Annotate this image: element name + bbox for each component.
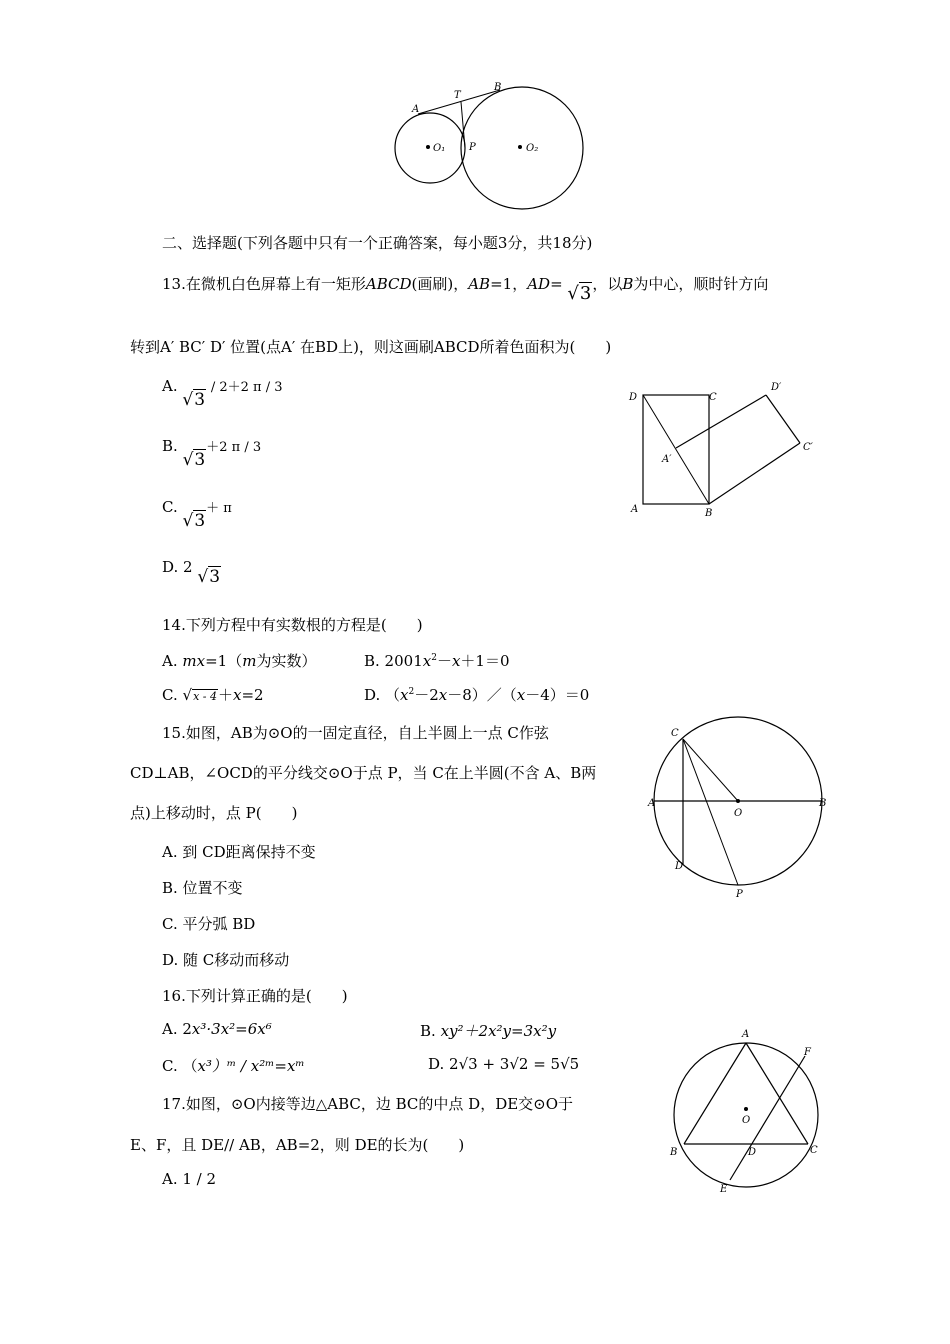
q15-line1: 15.如图，AB为⊙O的一固定直径，自上半圆上一点 C作弦 bbox=[162, 724, 549, 742]
q13-option-c bbox=[162, 496, 232, 531]
q14-optd-label: D. （ bbox=[364, 686, 401, 704]
q13-optb-radicand: 3 bbox=[194, 450, 206, 470]
q15-fig-label-a: A bbox=[648, 798, 656, 809]
q15-figure bbox=[645, 712, 845, 900]
q14-optd-rest: －2 bbox=[414, 686, 439, 704]
q13-suffix1: ，以 bbox=[592, 275, 623, 293]
q13-option-b bbox=[162, 435, 262, 470]
q13-abcd: ABCD bbox=[365, 275, 412, 293]
q13-optd-radicand: 3 bbox=[209, 567, 221, 587]
q14-optd-mid: －8）／（ bbox=[447, 686, 517, 704]
q13-opta-tail: / 2＋2 π / 3 bbox=[210, 380, 283, 395]
q14-optd-x2: x bbox=[438, 686, 448, 704]
q14-optb-sup: 2 bbox=[431, 653, 437, 663]
q17-fig-label-o: O bbox=[742, 1115, 751, 1126]
q14-optb-label: B. 2001 bbox=[364, 652, 423, 670]
q13-fig-label-c1: C′ bbox=[803, 442, 813, 453]
q13-opta-label: A. bbox=[162, 377, 178, 395]
q16-stem: 16.下列计算正确的是( ) bbox=[162, 987, 348, 1005]
q16-optc-label: C. （ bbox=[162, 1057, 198, 1075]
q14-opta-end: 为实数） bbox=[256, 652, 317, 670]
q15-fig-label-p: P bbox=[736, 889, 743, 900]
q15-option-c: C. 平分弧 BD bbox=[162, 915, 256, 933]
q15-option-a: A. 到 CD距离保持不变 bbox=[162, 843, 316, 861]
q17-fig-label-d: D bbox=[748, 1147, 757, 1158]
q13-optb-sqrt: √3 bbox=[182, 450, 206, 470]
fig12-label-o2: O₂ bbox=[526, 143, 539, 154]
q13-ad: AD bbox=[527, 275, 551, 293]
q14-optb-x: x bbox=[422, 652, 432, 670]
q13-optc-tail: ＋ π bbox=[206, 501, 232, 516]
q13-figure bbox=[625, 380, 825, 520]
q15-option-d: D. 随 C移动而移动 bbox=[162, 951, 290, 969]
q17-fig-label-b: B bbox=[670, 1147, 678, 1158]
q13-prefix: 13.在微机白色屏幕上有一矩形 bbox=[162, 275, 366, 293]
q17-fig-label-f: F bbox=[804, 1047, 811, 1058]
q13-optc-label: C. bbox=[162, 498, 178, 516]
q13-fig-label-a1: A′ bbox=[662, 454, 672, 465]
q16-optb-label: B. bbox=[420, 1022, 436, 1040]
q14-opta-rest: =1（ bbox=[205, 652, 243, 670]
q13-eq1: =1， bbox=[490, 275, 528, 293]
q16-opta-expr: x³·3x²=6x⁶ bbox=[191, 1020, 272, 1038]
q16-optb-expr: xy²＋2x²y=3x²y bbox=[440, 1022, 557, 1040]
q17-figure bbox=[660, 1020, 860, 1200]
q13-fig-label-b: B bbox=[705, 508, 713, 519]
q17-fig-label-e: E bbox=[720, 1184, 728, 1195]
fig12-label-a: A bbox=[412, 104, 420, 115]
q16-optd-label: D. bbox=[428, 1055, 445, 1073]
q13-suffix2: 为中心，顺时针方向 bbox=[633, 275, 769, 293]
q13-b: B bbox=[622, 275, 634, 293]
q13-fig-label-c: C bbox=[709, 392, 717, 403]
q15-fig-label-c: C bbox=[671, 728, 679, 739]
q13-eq2: = bbox=[550, 275, 563, 293]
q14-option-a bbox=[162, 650, 316, 671]
q13-fig-label-d: D bbox=[629, 392, 638, 403]
q14-optd-x: x bbox=[400, 686, 409, 704]
q13-optb-label: B. bbox=[162, 437, 178, 455]
q14-optd-end: －4）＝0 bbox=[525, 686, 590, 704]
q13-optd-label: D. 2 bbox=[162, 558, 193, 576]
q14-optb-x2: x bbox=[451, 652, 461, 670]
q15-fig-label-o: O bbox=[734, 808, 743, 819]
q17-option-a: A. 1 / 2 bbox=[162, 1170, 217, 1188]
q14-optc-label: C. bbox=[162, 686, 178, 704]
q14-optc-sqrt: √x - 4 bbox=[182, 686, 217, 704]
q16-opta-label: A. 2 bbox=[162, 1020, 192, 1038]
q17-fig-label-c: C bbox=[810, 1145, 818, 1156]
q14-opta-mx: mx bbox=[182, 652, 206, 670]
q14-opta-m: m bbox=[242, 652, 257, 670]
q15-fig-label-d: D bbox=[675, 861, 684, 872]
q14-stem: 14.下列方程中有实数根的方程是( ) bbox=[162, 616, 423, 634]
q14-opta-label: A. bbox=[162, 652, 178, 670]
q15-line3: 点)上移动时，点 P( ) bbox=[130, 804, 298, 822]
q17-line1: 17.如图，⊙O内接等边△ABC，边 BC的中点 D，DE交⊙O于 bbox=[162, 1095, 574, 1113]
q14-optc-radicand: x - 4 bbox=[193, 690, 217, 703]
q17-line2: E、F，且 DE// AB，AB=2，则 DE的长为( ) bbox=[130, 1136, 465, 1154]
q14-option-b bbox=[364, 650, 510, 671]
q14-optc-x: x bbox=[233, 686, 242, 704]
q13-opta-sqrt: √3 bbox=[182, 390, 206, 410]
q14-optb-rest: － bbox=[436, 652, 452, 670]
q13-optc-sqrt: √3 bbox=[182, 511, 206, 531]
q13-option-d bbox=[162, 556, 221, 587]
q14-optc-rest: ＋ bbox=[217, 686, 233, 704]
q16-option-b bbox=[420, 1020, 556, 1041]
fig12-label-p: P bbox=[469, 142, 476, 153]
section-heading: 二、选择题(下列各题中只有一个正确答案，每小题3分，共18分) bbox=[162, 234, 593, 252]
q13-optb-tail: ＋2 π / 3 bbox=[206, 440, 262, 455]
q16-option-d bbox=[428, 1055, 579, 1073]
q14-optd-x3: x bbox=[516, 686, 526, 704]
q16-option-a bbox=[162, 1020, 272, 1038]
q13-sqrt: √3 bbox=[567, 283, 592, 304]
q14-option-d bbox=[364, 684, 589, 705]
q13-opta-radicand: 3 bbox=[194, 390, 206, 410]
q13-optd-sqrt: √3 bbox=[197, 567, 221, 587]
q16-optd-expr: 2√3 + 3√2 = 5√5 bbox=[449, 1055, 580, 1073]
q15-line2: CD⊥AB，∠OCD的平分线交⊙O于点 P，当 C在上半圆(不含 A、B两 bbox=[130, 764, 597, 782]
fig12-label-t: T bbox=[454, 90, 461, 101]
q15-option-b: B. 位置不变 bbox=[162, 879, 243, 897]
q13-fig-label-d1: D′ bbox=[771, 382, 782, 393]
q13-ab: AB bbox=[468, 275, 491, 293]
q14-option-c bbox=[162, 684, 264, 705]
q14-optd-sup: 2 bbox=[408, 687, 415, 697]
fig12-label-o1: O₁ bbox=[433, 143, 446, 154]
q13-sqrt-radicand: 3 bbox=[579, 283, 592, 304]
fig12-tangent-circles bbox=[388, 80, 588, 220]
q13-option-a bbox=[162, 375, 283, 410]
q13-optc-radicand: 3 bbox=[194, 511, 206, 531]
q14-optc-end: =2 bbox=[241, 686, 264, 704]
q13-line1 bbox=[162, 272, 769, 304]
q14-optb-end: ＋1＝0 bbox=[460, 652, 510, 670]
q16-optc-expr: x³）ᵐ / x²ᵐ=xᵐ bbox=[197, 1057, 305, 1075]
q15-fig-label-b: B bbox=[819, 798, 827, 809]
q13-line2: 转到A′ BC′ D′ 位置(点A′ 在BD上)，则这画刷ABCD所着色面积为( ) bbox=[130, 338, 612, 356]
q13-mid: (画刷)， bbox=[411, 275, 469, 293]
q17-fig-label-a: A bbox=[742, 1029, 750, 1040]
fig12-label-b: B bbox=[494, 82, 502, 93]
q13-fig-label-a: A bbox=[631, 504, 639, 515]
q16-option-c bbox=[162, 1055, 305, 1076]
